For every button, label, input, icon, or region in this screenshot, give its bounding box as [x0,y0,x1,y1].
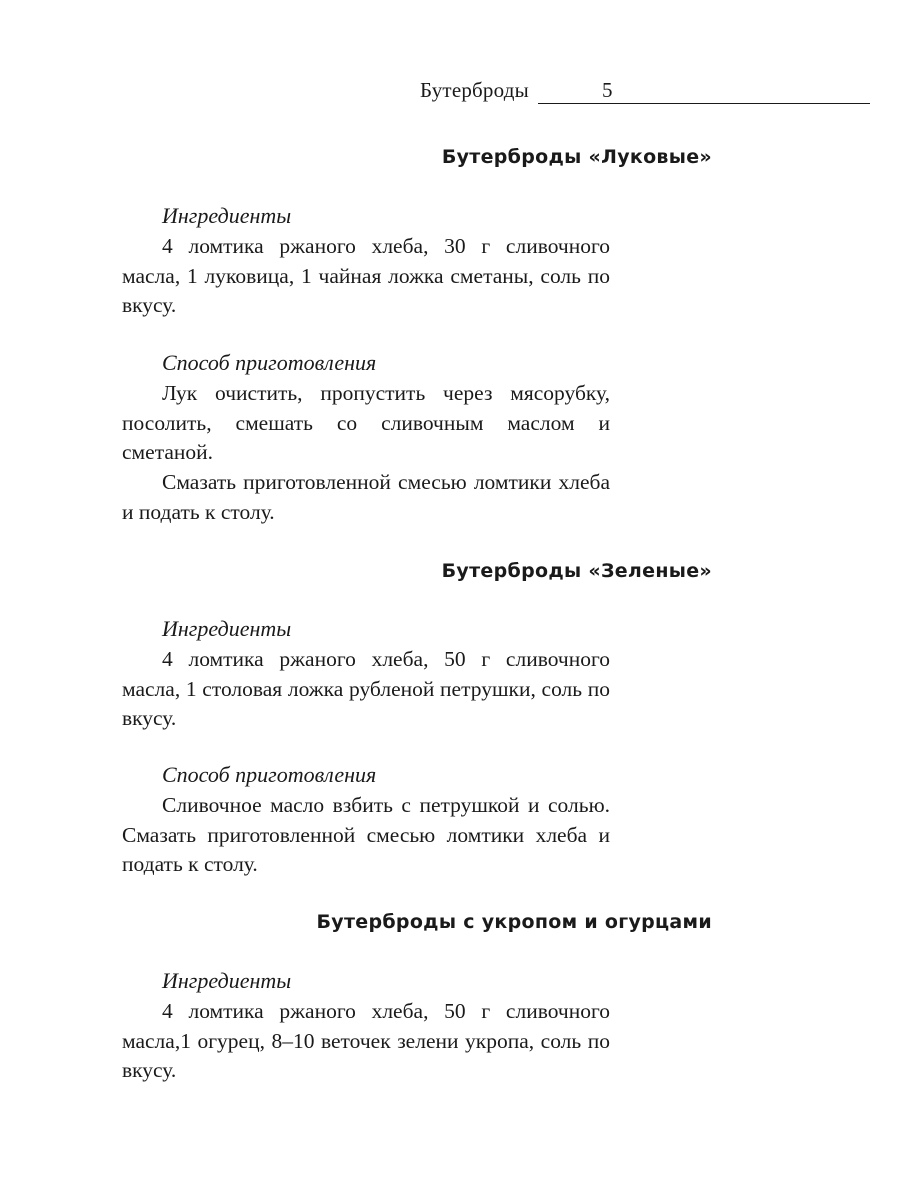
header-rule [538,103,870,104]
method-paragraph: Лук очистить, пропустить через мясорубку, посолить, смешать со сливочным маслом и сметаной. [122,381,610,464]
running-header [420,78,870,108]
recipe-title: Бутерброды «Луковые» [441,146,712,168]
method-heading: Способ приготовления [162,350,377,375]
ingredients-text: 4 ломтика ржаного хлеба, 50 г сливочного масла,1 огурец, 8–10 веточек зелени укропа, соль по вкусу. [122,999,610,1082]
method-heading: Способ приготовления [162,762,377,787]
ingredients-heading: Ингредиенты [162,616,292,641]
ingredients-text: 4 ломтика ржаного хлеба, 30 г сливочного масла, 1 луковица, 1 чайная ложка сметаны, соль по вкусу. [122,234,610,317]
running-title: Бутерброды [420,78,529,102]
recipe-title: Бутерброды с укропом и огурцами [316,911,712,933]
page-number: 5 [602,78,613,102]
recipe-title: Бутерброды «Зеленые» [441,560,712,582]
method-paragraph: Смазать приготовленной смесью ломтики хлеба и подать к столу. [122,470,610,524]
ingredients-heading: Ингредиенты [162,968,292,993]
ingredients-heading: Ингредиенты [162,203,292,228]
method-paragraph: Сливочное масло взбить с петрушкой и солью. Смазать приготовленной смесью ломтики хлеба и подать к столу. [122,793,610,876]
ingredients-text: 4 ломтика ржаного хлеба, 50 г сливочного масла, 1 столовая ложка рубленой петрушки, соль по вкусу. [122,647,610,730]
